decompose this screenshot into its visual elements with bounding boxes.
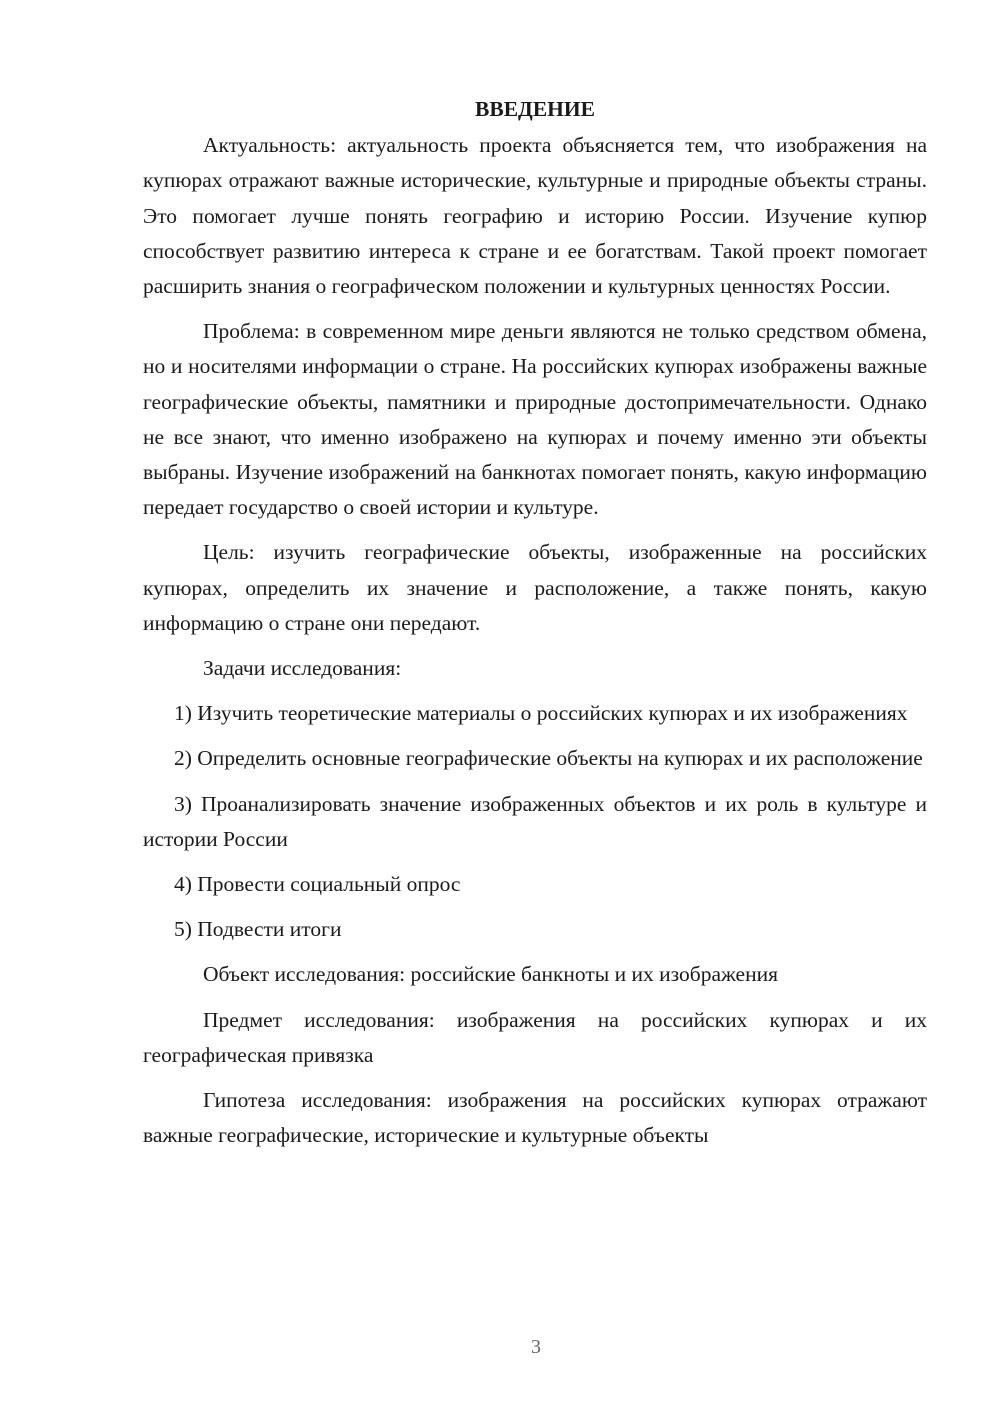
page-number: 3 — [531, 1336, 541, 1358]
page-body — [143, 92, 927, 1153]
hypothesis-paragraph: Гипотеза исследования: изображения на российских купюрах отражают важные географические, исторические и культурные объекты — [143, 1088, 927, 1148]
task-item-2: 2) Определить основные географические объекты на купюрах и их расположение — [174, 746, 923, 771]
research-object-paragraph: Объект исследования: российские банкноты и их изображения — [203, 962, 778, 987]
relevance-paragraph: Актуальность: актуальность проекта объясняется тем, что изображения на купюрах отражают важные исторические, культурные и природные объекты страны. Это помогает лучше понять географию и историю России. Изучение купюр способствует развитию интереса к стране и ее богатствам. Такой проект помогает расширить знания о географическом положении и культурных ценностях России. — [143, 133, 927, 299]
task-item-3: 3) Проанализировать значение изображенных объектов и их роль в культуре и истории России — [143, 791, 927, 851]
goal-paragraph: Цель: изучить географические объекты, изображенные на российских купюрах, определить их значение и расположение, а также понять, какую информацию о стране они передают. — [143, 540, 927, 635]
section-heading: ВВЕДЕНИЕ — [475, 97, 595, 121]
research-subject-paragraph: Предмет исследования: изображения на российских купюрах и их географическая привязка — [143, 1007, 927, 1067]
task-item-5: 5) Подвести итоги — [174, 917, 342, 942]
task-item-1: 1) Изучить теоретические материалы о российских купюрах и их изображениях — [174, 701, 908, 726]
problem-paragraph: Проблема: в современном мире деньги являются не только средством обмена, но и носителями информации о стране. На российских купюрах изображены важные географические объекты, памятники и природные достопримечательности. Однако не все знают, что именно изображено на купюрах и почему именно эти объекты выбраны. Изучение изображений на банкнотах помогает понять, какую информацию передает государство о своей истории и культуре. — [143, 319, 927, 520]
task-item-4: 4) Провести социальный опрос — [174, 872, 461, 897]
tasks-heading: Задачи исследования: — [203, 656, 402, 681]
